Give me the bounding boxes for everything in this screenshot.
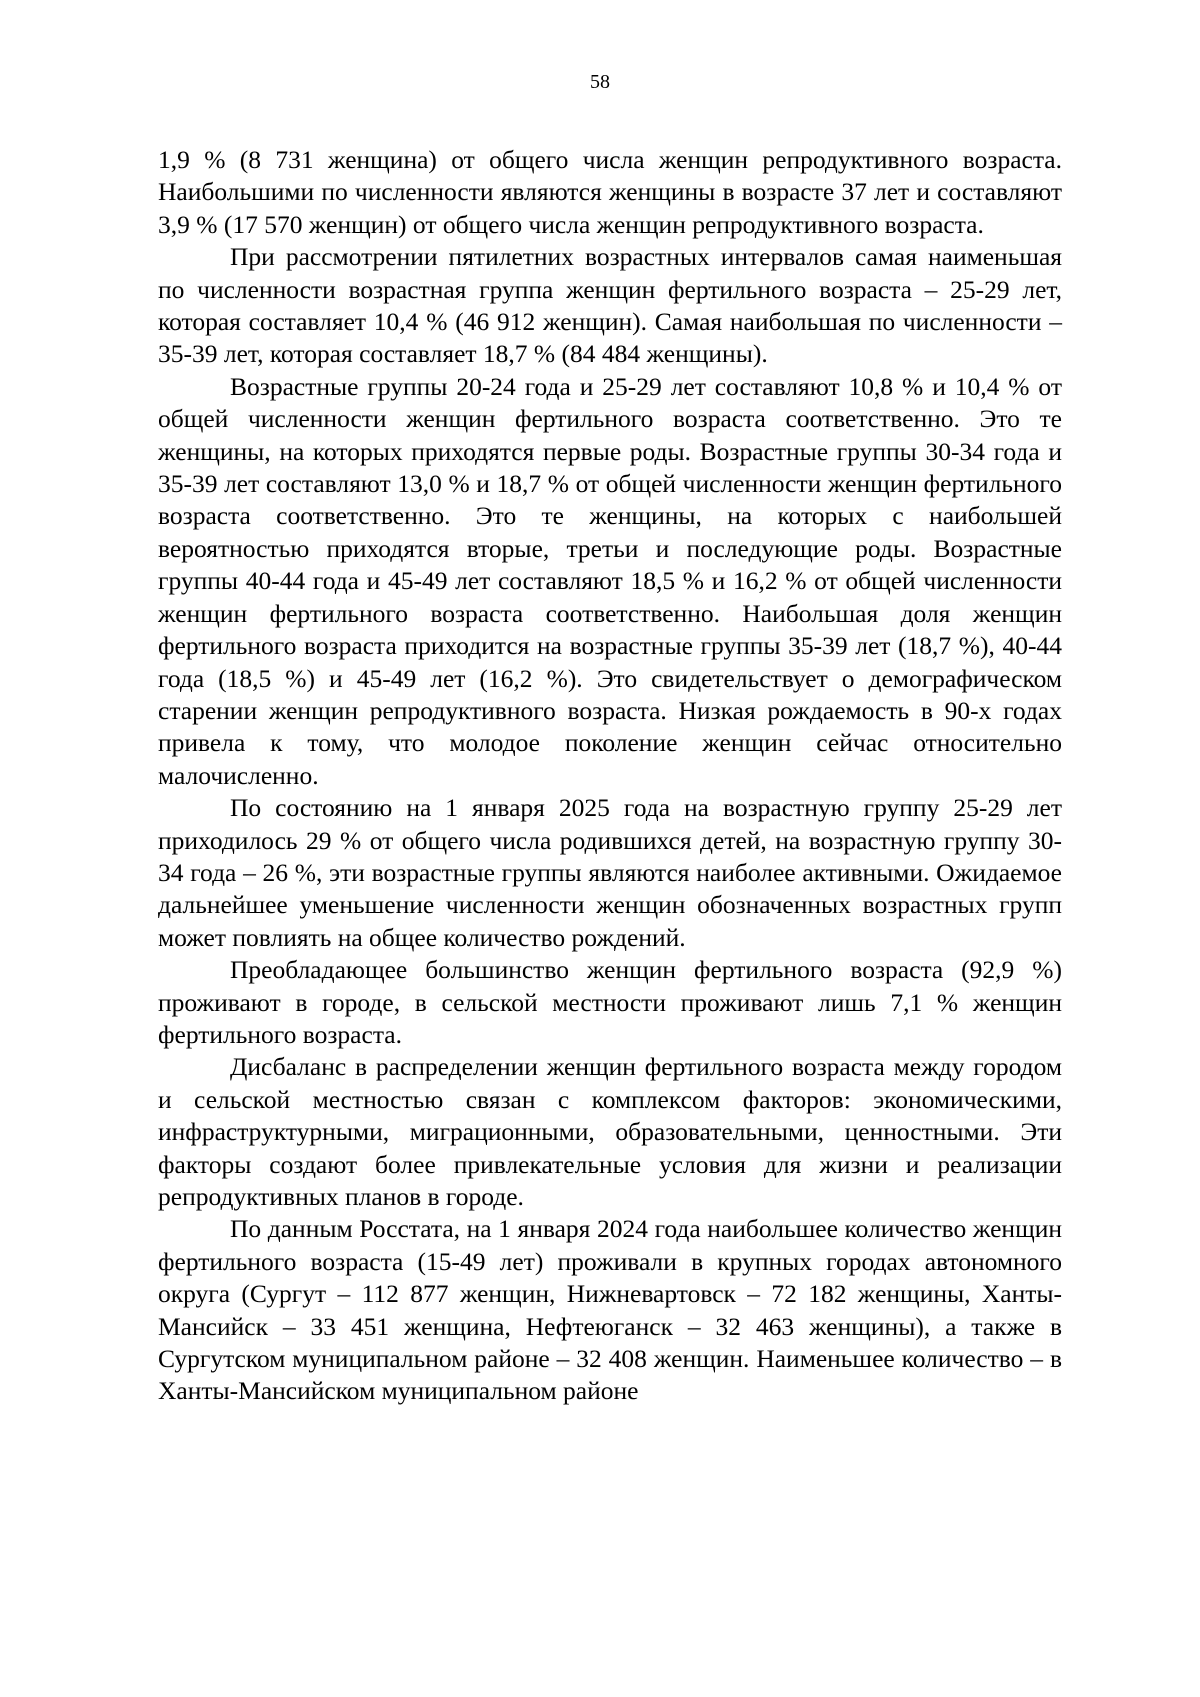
page-number: 58 [590,71,610,93]
paragraph: Преобладающее большинство женщин фертильного возраста (92,9 %) проживают в городе, в сельской местности проживают лишь 7,1 % женщин фертильного возраста. [158,955,1062,1049]
paragraph: Возрастные группы 20-24 года и 25-29 лет составляют 10,8 % и 10,4 % от общей численности женщин фертильного возраста соответственно. Это те женщины, на которых приходятся первые роды. Возрастные группы 30-34 года и 35-39 лет составляют 13,0 % и 18,7 % от общей численности женщин фертильного возраста соответственно. Это те женщины, на которых с наибольшей вероятностью приходятся вторые, третьи и последующие роды. Возрастные группы 40-44 года и 45-49 лет составляют 18,5 % и 16,2 % от общей численности женщин фертильного возраста соответственно. Наибольшая доля женщин фертильного возраста приходится на возрастные группы 35-39 лет (18,7 %), 40-44 года (18,5 %) и 45-49 лет (16,2 %). Это свидетельствует о демографическом старении женщин репродуктивного возраста. Низкая рождаемость в 90-х годах привела к тому, что молодое поколение женщин сейчас относительно малочисленно. [158,371,1062,790]
paragraph-continuation: 1,9 % (8 731 женщина) от общего числа женщин репродуктивного возраста. Наибольшими по численности являются женщины в возрасте 37 лет и составляют 3,9 % (17 570 женщин) от общего числа женщин репродуктивного возраста. [158,145,1062,239]
paragraph: При рассмотрении пятилетних возрастных интервалов самая наименьшая по численности возрастная группа женщин фертильного возраста – 25-29 лет, которая составляет 10,4 % (46 912 женщин). Самая наибольшая по численности – 35-39 лет, которая составляет 18,7 % (84 484 женщины). [158,242,1062,369]
paragraph: Дисбаланс в распределении женщин фертильного возраста между городом и сельской местностью связан с комплексом факторов: экономическими, инфраструктурными, миграционными, образовательными, ценностными. Эти факторы создают более привлекательные условия для жизни и реализации репродуктивных планов в городе. [158,1052,1062,1211]
paragraph: По данным Росстата, на 1 января 2024 года наибольшее количество женщин фертильного возраста (15-49 лет) проживали в крупных городах автономного округа (Сургут – 112 877 женщин, Нижневартовск – 72 182 женщины, Ханты-Мансийск – 33 451 женщина, Нефтеюганск – 32 463 женщины), а также в Сургутском муниципальном районе – 32 408 женщин. Наименьшее количество – в Ханты-Мансийском муниципальном районе [158,1214,1062,1406]
paragraph: По состоянию на 1 января 2025 года на возрастную группу 25-29 лет приходилось 29 % от общего числа родившихся детей, на возрастную группу 30-34 года – 26 %, эти возрастные группы являются наиболее активными. Ожидаемое дальнейшее уменьшение численности женщин обозначенных возрастных групп может повлиять на общее количество рождений. [158,793,1062,952]
document-body [158,144,1062,1408]
